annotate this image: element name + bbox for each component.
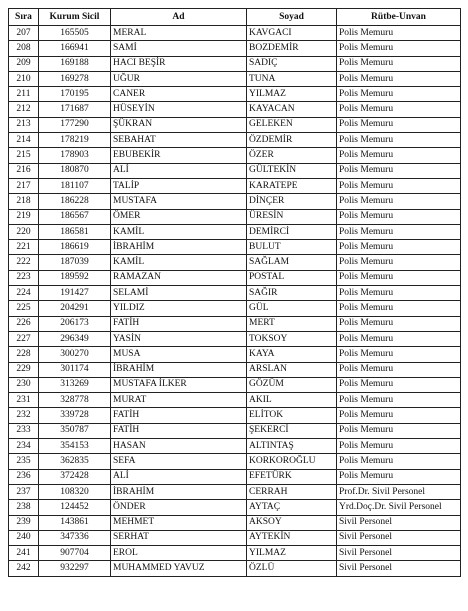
cell-ad: ÖMER xyxy=(111,209,247,224)
cell-ad: UĞUR xyxy=(111,71,247,86)
cell-sira: 219 xyxy=(9,209,39,224)
cell-soyad: POSTAL xyxy=(247,270,337,285)
cell-soyad: GÜL xyxy=(247,301,337,316)
cell-kurum-sicil: 354153 xyxy=(39,439,111,454)
cell-kurum-sicil: 178219 xyxy=(39,133,111,148)
cell-kurum-sicil: 186228 xyxy=(39,194,111,209)
cell-kurum-sicil: 124452 xyxy=(39,500,111,515)
cell-sira: 221 xyxy=(9,240,39,255)
cell-rutbe-unvan: Polis Memuru xyxy=(337,102,461,117)
cell-sira: 231 xyxy=(9,393,39,408)
cell-soyad: ÖZLÜ xyxy=(247,561,337,576)
cell-ad: ALİ xyxy=(111,163,247,178)
table-row xyxy=(9,117,461,132)
cell-kurum-sicil: 301174 xyxy=(39,362,111,377)
cell-soyad: ÜRESİN xyxy=(247,209,337,224)
cell-sira: 222 xyxy=(9,255,39,270)
cell-kurum-sicil: 178903 xyxy=(39,148,111,163)
cell-ad: HASAN xyxy=(111,439,247,454)
cell-rutbe-unvan: Polis Memuru xyxy=(337,423,461,438)
table-row xyxy=(9,331,461,346)
cell-rutbe-unvan: Polis Memuru xyxy=(337,469,461,484)
cell-rutbe-unvan: Polis Memuru xyxy=(337,439,461,454)
cell-ad: İBRAHİM xyxy=(111,240,247,255)
table-row xyxy=(9,530,461,545)
cell-rutbe-unvan: Polis Memuru xyxy=(337,71,461,86)
cell-kurum-sicil: 932297 xyxy=(39,561,111,576)
personnel-table xyxy=(8,8,461,577)
cell-rutbe-unvan: Sivil Personel xyxy=(337,561,461,576)
cell-kurum-sicil: 907704 xyxy=(39,546,111,561)
cell-ad: YASİN xyxy=(111,331,247,346)
header-kurum-sicil: Kurum Sicil xyxy=(39,9,111,26)
cell-kurum-sicil: 170195 xyxy=(39,87,111,102)
header-soyad: Soyad xyxy=(247,9,337,26)
cell-rutbe-unvan: Prof.Dr. Sivil Personel xyxy=(337,484,461,499)
cell-soyad: ALTINTAŞ xyxy=(247,439,337,454)
cell-soyad: GÖZÜM xyxy=(247,377,337,392)
cell-ad: İBRAHİM xyxy=(111,484,247,499)
cell-sira: 218 xyxy=(9,194,39,209)
table-row xyxy=(9,178,461,193)
cell-kurum-sicil: 186567 xyxy=(39,209,111,224)
table-row xyxy=(9,224,461,239)
cell-sira: 216 xyxy=(9,163,39,178)
cell-sira: 237 xyxy=(9,484,39,499)
cell-kurum-sicil: 189592 xyxy=(39,270,111,285)
cell-ad: FATİH xyxy=(111,316,247,331)
cell-ad: ÖNDER xyxy=(111,500,247,515)
cell-sira: 210 xyxy=(9,71,39,86)
cell-sira: 214 xyxy=(9,133,39,148)
cell-ad: MUHAMMED YAVUZ xyxy=(111,561,247,576)
cell-ad: HACI BEŞİR xyxy=(111,56,247,71)
cell-rutbe-unvan: Polis Memuru xyxy=(337,209,461,224)
cell-rutbe-unvan: Polis Memuru xyxy=(337,148,461,163)
cell-kurum-sicil: 191427 xyxy=(39,286,111,301)
table-row xyxy=(9,500,461,515)
cell-rutbe-unvan: Polis Memuru xyxy=(337,255,461,270)
cell-kurum-sicil: 328778 xyxy=(39,393,111,408)
cell-sira: 229 xyxy=(9,362,39,377)
cell-soyad: TOKSOY xyxy=(247,331,337,346)
cell-sira: 242 xyxy=(9,561,39,576)
cell-rutbe-unvan: Polis Memuru xyxy=(337,393,461,408)
cell-rutbe-unvan: Polis Memuru xyxy=(337,362,461,377)
table-row xyxy=(9,546,461,561)
cell-kurum-sicil: 165505 xyxy=(39,26,111,41)
cell-soyad: ÖZER xyxy=(247,148,337,163)
cell-soyad: KAYACAN xyxy=(247,102,337,117)
cell-soyad: ŞEKERCİ xyxy=(247,423,337,438)
table-row xyxy=(9,408,461,423)
cell-soyad: BOZDEMİR xyxy=(247,41,337,56)
cell-sira: 227 xyxy=(9,331,39,346)
cell-rutbe-unvan: Polis Memuru xyxy=(337,41,461,56)
cell-sira: 241 xyxy=(9,546,39,561)
table-row xyxy=(9,163,461,178)
cell-kurum-sicil: 204291 xyxy=(39,301,111,316)
cell-sira: 240 xyxy=(9,530,39,545)
cell-sira: 217 xyxy=(9,178,39,193)
cell-soyad: SADIÇ xyxy=(247,56,337,71)
cell-sira: 223 xyxy=(9,270,39,285)
header-rutbe-unvan: Rütbe-Unvan xyxy=(337,9,461,26)
cell-kurum-sicil: 339728 xyxy=(39,408,111,423)
cell-ad: SEBAHAT xyxy=(111,133,247,148)
cell-soyad: MERT xyxy=(247,316,337,331)
cell-soyad: DİNÇER xyxy=(247,194,337,209)
cell-sira: 230 xyxy=(9,377,39,392)
cell-sira: 224 xyxy=(9,286,39,301)
cell-soyad: CERRAH xyxy=(247,484,337,499)
table-row xyxy=(9,423,461,438)
cell-rutbe-unvan: Polis Memuru xyxy=(337,117,461,132)
cell-rutbe-unvan: Polis Memuru xyxy=(337,26,461,41)
cell-rutbe-unvan: Polis Memuru xyxy=(337,347,461,362)
cell-sira: 207 xyxy=(9,26,39,41)
cell-kurum-sicil: 187039 xyxy=(39,255,111,270)
header-sira: Sıra xyxy=(9,9,39,26)
cell-ad: MUSTAFA xyxy=(111,194,247,209)
cell-rutbe-unvan: Polis Memuru xyxy=(337,163,461,178)
cell-soyad: AKSOY xyxy=(247,515,337,530)
cell-kurum-sicil: 372428 xyxy=(39,469,111,484)
cell-ad: TALİP xyxy=(111,178,247,193)
cell-soyad: TUNA xyxy=(247,71,337,86)
table-row xyxy=(9,469,461,484)
cell-ad: KAMİL xyxy=(111,224,247,239)
cell-soyad: DEMİRCİ xyxy=(247,224,337,239)
cell-sira: 234 xyxy=(9,439,39,454)
table-row xyxy=(9,377,461,392)
cell-kurum-sicil: 169278 xyxy=(39,71,111,86)
cell-kurum-sicil: 206173 xyxy=(39,316,111,331)
table-row xyxy=(9,561,461,576)
cell-rutbe-unvan: Polis Memuru xyxy=(337,87,461,102)
table-row xyxy=(9,148,461,163)
table-body xyxy=(9,26,461,577)
cell-ad: MUSA xyxy=(111,347,247,362)
cell-sira: 232 xyxy=(9,408,39,423)
cell-sira: 220 xyxy=(9,224,39,239)
cell-rutbe-unvan: Polis Memuru xyxy=(337,301,461,316)
cell-ad: EBUBEKİR xyxy=(111,148,247,163)
cell-sira: 215 xyxy=(9,148,39,163)
cell-rutbe-unvan: Polis Memuru xyxy=(337,408,461,423)
cell-soyad: AYTAÇ xyxy=(247,500,337,515)
table-row xyxy=(9,240,461,255)
table-row xyxy=(9,439,461,454)
cell-rutbe-unvan: Yrd.Doç.Dr. Sivil Personel xyxy=(337,500,461,515)
table-row xyxy=(9,454,461,469)
cell-soyad: AYTEKİN xyxy=(247,530,337,545)
table-row xyxy=(9,286,461,301)
cell-sira: 239 xyxy=(9,515,39,530)
cell-kurum-sicil: 108320 xyxy=(39,484,111,499)
cell-rutbe-unvan: Sivil Personel xyxy=(337,515,461,530)
table-row xyxy=(9,484,461,499)
cell-rutbe-unvan: Polis Memuru xyxy=(337,240,461,255)
cell-soyad: ARSLAN xyxy=(247,362,337,377)
cell-sira: 238 xyxy=(9,500,39,515)
cell-kurum-sicil: 171687 xyxy=(39,102,111,117)
cell-rutbe-unvan: Polis Memuru xyxy=(337,270,461,285)
table-row xyxy=(9,301,461,316)
cell-rutbe-unvan: Sivil Personel xyxy=(337,530,461,545)
cell-rutbe-unvan: Polis Memuru xyxy=(337,316,461,331)
cell-ad: CANER xyxy=(111,87,247,102)
cell-soyad: GELEKEN xyxy=(247,117,337,132)
cell-rutbe-unvan: Polis Memuru xyxy=(337,331,461,346)
cell-kurum-sicil: 166941 xyxy=(39,41,111,56)
cell-kurum-sicil: 313269 xyxy=(39,377,111,392)
table-row xyxy=(9,87,461,102)
cell-ad: RAMAZAN xyxy=(111,270,247,285)
cell-soyad: YILMAZ xyxy=(247,546,337,561)
table-row xyxy=(9,102,461,117)
table-row xyxy=(9,270,461,285)
table-row xyxy=(9,515,461,530)
cell-sira: 226 xyxy=(9,316,39,331)
cell-kurum-sicil: 143861 xyxy=(39,515,111,530)
cell-rutbe-unvan: Polis Memuru xyxy=(337,133,461,148)
cell-soyad: AKIL xyxy=(247,393,337,408)
cell-ad: SAMİ xyxy=(111,41,247,56)
cell-kurum-sicil: 186581 xyxy=(39,224,111,239)
cell-soyad: KORKOROĞLU xyxy=(247,454,337,469)
personnel-document xyxy=(8,8,461,577)
table-row xyxy=(9,194,461,209)
cell-ad: SERHAT xyxy=(111,530,247,545)
table-row xyxy=(9,26,461,41)
cell-soyad: KAYA xyxy=(247,347,337,362)
cell-rutbe-unvan: Polis Memuru xyxy=(337,194,461,209)
cell-ad: FATİH xyxy=(111,423,247,438)
cell-sira: 236 xyxy=(9,469,39,484)
cell-soyad: SAĞLAM xyxy=(247,255,337,270)
cell-soyad: EFETÜRK xyxy=(247,469,337,484)
cell-soyad: BULUT xyxy=(247,240,337,255)
cell-rutbe-unvan: Sivil Personel xyxy=(337,546,461,561)
cell-ad: EROL xyxy=(111,546,247,561)
cell-sira: 209 xyxy=(9,56,39,71)
table-header-row xyxy=(9,9,461,26)
cell-rutbe-unvan: Polis Memuru xyxy=(337,56,461,71)
header-ad: Ad xyxy=(111,9,247,26)
cell-ad: MERAL xyxy=(111,26,247,41)
cell-sira: 225 xyxy=(9,301,39,316)
cell-kurum-sicil: 347336 xyxy=(39,530,111,545)
table-row xyxy=(9,255,461,270)
table-row xyxy=(9,316,461,331)
cell-soyad: YILMAZ xyxy=(247,87,337,102)
cell-soyad: KAVGACI xyxy=(247,26,337,41)
table-row xyxy=(9,209,461,224)
table-row xyxy=(9,71,461,86)
cell-kurum-sicil: 362835 xyxy=(39,454,111,469)
cell-soyad: ÖZDEMİR xyxy=(247,133,337,148)
cell-ad: SEFA xyxy=(111,454,247,469)
cell-rutbe-unvan: Polis Memuru xyxy=(337,454,461,469)
cell-ad: ALİ xyxy=(111,469,247,484)
cell-sira: 212 xyxy=(9,102,39,117)
cell-sira: 208 xyxy=(9,41,39,56)
cell-kurum-sicil: 181107 xyxy=(39,178,111,193)
cell-soyad: ELİTOK xyxy=(247,408,337,423)
cell-kurum-sicil: 186619 xyxy=(39,240,111,255)
cell-sira: 228 xyxy=(9,347,39,362)
cell-sira: 235 xyxy=(9,454,39,469)
cell-ad: HÜSEYİN xyxy=(111,102,247,117)
cell-rutbe-unvan: Polis Memuru xyxy=(337,286,461,301)
cell-sira: 233 xyxy=(9,423,39,438)
cell-ad: YILDIZ xyxy=(111,301,247,316)
cell-ad: MURAT xyxy=(111,393,247,408)
cell-rutbe-unvan: Polis Memuru xyxy=(337,224,461,239)
cell-sira: 213 xyxy=(9,117,39,132)
table-row xyxy=(9,133,461,148)
table-row xyxy=(9,347,461,362)
cell-kurum-sicil: 300270 xyxy=(39,347,111,362)
cell-ad: KAMİL xyxy=(111,255,247,270)
cell-kurum-sicil: 296349 xyxy=(39,331,111,346)
cell-kurum-sicil: 180870 xyxy=(39,163,111,178)
cell-ad: SELAMİ xyxy=(111,286,247,301)
cell-sira: 211 xyxy=(9,87,39,102)
table-row xyxy=(9,41,461,56)
cell-ad: FATİH xyxy=(111,408,247,423)
cell-ad: İBRAHİM xyxy=(111,362,247,377)
table-row xyxy=(9,362,461,377)
cell-soyad: KARATEPE xyxy=(247,178,337,193)
cell-kurum-sicil: 177290 xyxy=(39,117,111,132)
cell-ad: MEHMET xyxy=(111,515,247,530)
cell-ad: MUSTAFA İLKER xyxy=(111,377,247,392)
cell-kurum-sicil: 169188 xyxy=(39,56,111,71)
table-row xyxy=(9,56,461,71)
cell-rutbe-unvan: Polis Memuru xyxy=(337,178,461,193)
table-row xyxy=(9,393,461,408)
cell-soyad: SAĞIR xyxy=(247,286,337,301)
cell-rutbe-unvan: Polis Memuru xyxy=(337,377,461,392)
cell-soyad: GÜLTEKİN xyxy=(247,163,337,178)
cell-ad: ŞÜKRAN xyxy=(111,117,247,132)
cell-kurum-sicil: 350787 xyxy=(39,423,111,438)
